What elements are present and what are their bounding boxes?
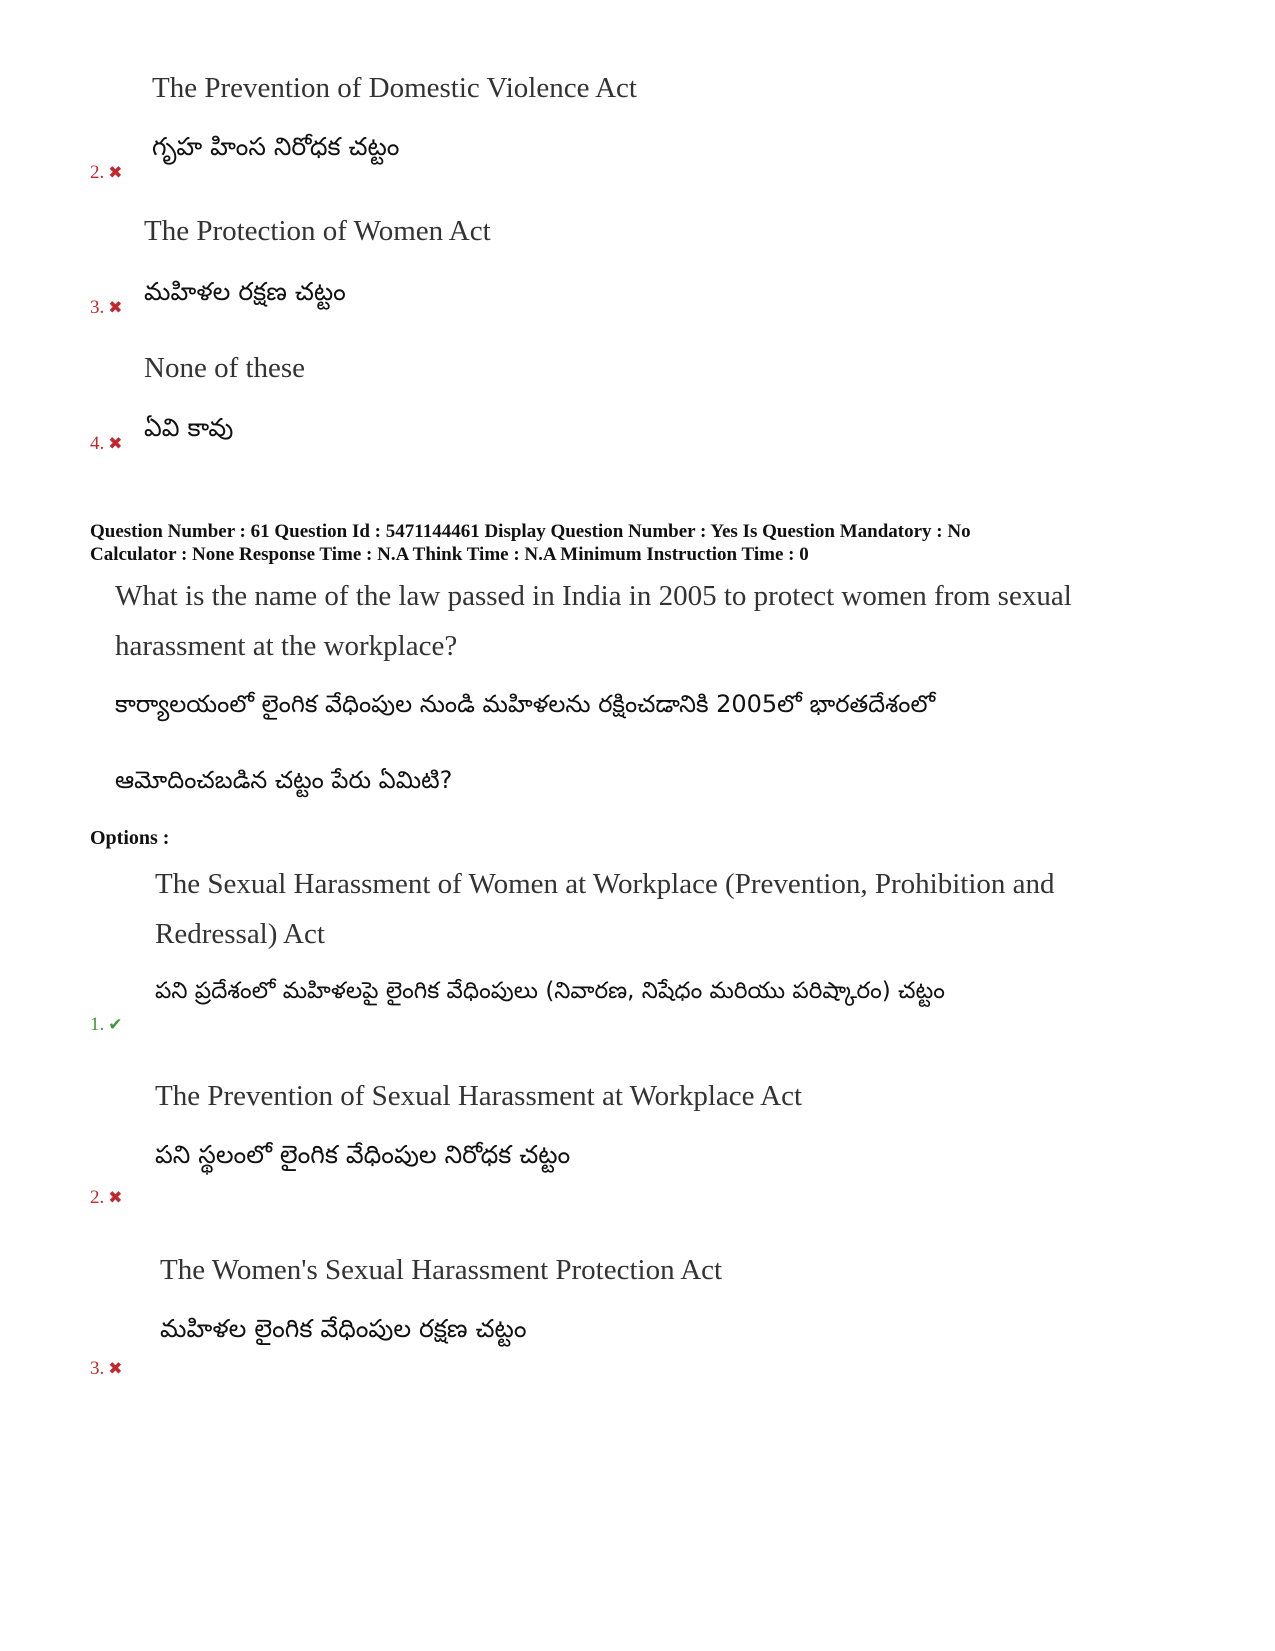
option-4-marker	[90, 433, 123, 455]
question-telugu-line-2: ఆమోదించబడిన చట్టం పేరు ఏమిటి?	[115, 766, 453, 794]
cross-mark-icon: ✖	[108, 434, 123, 454]
option-3-marker	[90, 297, 123, 319]
option-2b-english: The Prevention of Sexual Harassment at Workplace Act	[155, 1080, 803, 1112]
option-2b-telugu: పని స్థలంలో లైంగిక వేధింపుల నిరోధక చట్టం	[155, 1140, 571, 1169]
option-3b-telugu: మహిళల లైంగిక వేధింపుల రక్షణ చట్టం	[160, 1314, 527, 1343]
option-3b-english: The Women's Sexual Harassment Protection Act	[160, 1254, 723, 1286]
cross-mark-icon: ✖	[108, 298, 123, 318]
option-2-telugu: గృహ హింస నిరోధక చట్టం	[152, 132, 400, 161]
options-label: Options :	[90, 827, 170, 849]
cross-mark-icon: ✖	[108, 1359, 123, 1379]
question-meta-line-1: Question Number : 61 Question Id : 5471144461 Display Question Number : Yes Is Question Mandatory : No	[90, 521, 971, 542]
option-number: 2.	[90, 1187, 105, 1208]
option-2-english: The Prevention of Domestic Violence Act	[152, 72, 637, 104]
option-1-marker	[90, 1014, 123, 1036]
question-english-line-1: What is the name of the law passed in India in 2005 to protect women from sexual	[115, 580, 1072, 612]
option-number: 1.	[90, 1014, 105, 1035]
check-mark-icon: ✔	[108, 1015, 123, 1035]
cross-mark-icon: ✖	[108, 1188, 123, 1208]
question-meta-line-2: Calculator : None Response Time : N.A Think Time : N.A Minimum Instruction Time : 0	[90, 544, 809, 565]
question-telugu-line-1: కార్యాలయంలో లైంగిక వేధింపుల నుండి మహిళలను రక్షించడానికి 2005లో భారతదేశంలో	[115, 690, 936, 718]
option-3-english: The Protection of Women Act	[144, 215, 491, 247]
option-1-english-line-2: Redressal) Act	[155, 918, 325, 950]
option-2b-marker	[90, 1187, 123, 1209]
option-3-telugu: మహిళల రక్షణ చట్టం	[144, 277, 346, 306]
option-1-telugu: పని ప్రదేశంలో మహిళలపై లైంగిక వేధింపులు (నివారణ, నిషేధం మరియు పరిష్కారం) చట్టం	[155, 978, 945, 1004]
option-4-english: None of these	[144, 352, 306, 384]
question-english-line-2: harassment at the workplace?	[115, 630, 458, 662]
option-3b-marker	[90, 1358, 123, 1380]
option-number: 2.	[90, 162, 105, 183]
option-number: 3.	[90, 297, 105, 318]
option-1-english-line-1: The Sexual Harassment of Women at Workplace (Prevention, Prohibition and	[155, 868, 1055, 900]
option-number: 3.	[90, 1358, 105, 1379]
option-2-marker	[90, 162, 123, 184]
option-number: 4.	[90, 433, 105, 454]
cross-mark-icon: ✖	[108, 163, 123, 183]
option-4-telugu: ఏవి కావు	[144, 413, 234, 442]
